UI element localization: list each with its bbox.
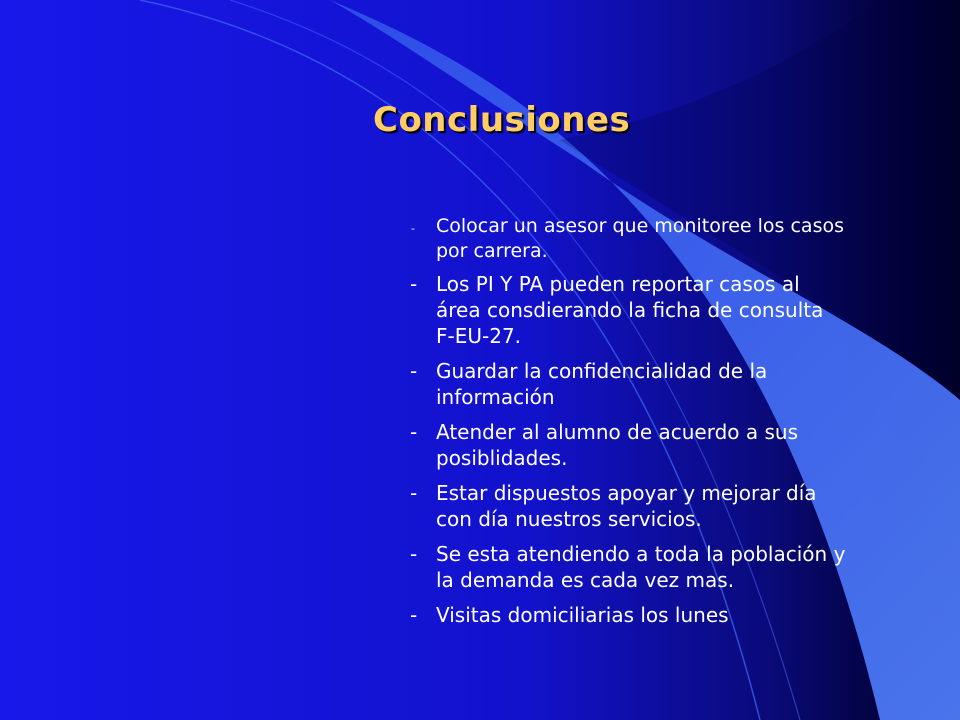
bullet-marker: -: [410, 272, 418, 296]
bullet-text: Visitas domiciliarias los lunes: [436, 603, 729, 627]
list-item: [408, 480, 848, 532]
bullet-text: Los PI Y PA pueden reportar casos al área consdierando la ficha de consulta F-EU-27.: [436, 272, 824, 348]
bullet-text: Guardar la confidencialidad de la información: [436, 359, 768, 409]
list-item: [408, 214, 848, 264]
bullet-list: [408, 214, 848, 637]
bullet-marker: -: [411, 222, 415, 235]
bullet-text: Colocar un asesor que monitoree los casos por carrera.: [436, 215, 844, 262]
list-item: [408, 541, 848, 593]
list-item: [408, 271, 848, 349]
bullet-marker: -: [410, 481, 418, 505]
bullet-marker: -: [410, 603, 418, 627]
bullet-marker: -: [410, 542, 418, 566]
bullet-text: Estar dispuestos apoyar y mejorar día con día nuestros servicios.: [436, 481, 817, 531]
bullet-marker: -: [410, 420, 418, 444]
list-item: [408, 602, 848, 628]
slide-title: Conclusiones: [373, 100, 631, 140]
list-item: [408, 419, 848, 471]
bullet-text: Atender al alumno de acuerdo a sus posiblidades.: [436, 420, 799, 470]
list-item: [408, 358, 848, 410]
bullet-text: Se esta atendiendo a toda la población y la demanda es cada vez mas.: [436, 542, 846, 592]
bullet-marker: -: [410, 359, 418, 383]
